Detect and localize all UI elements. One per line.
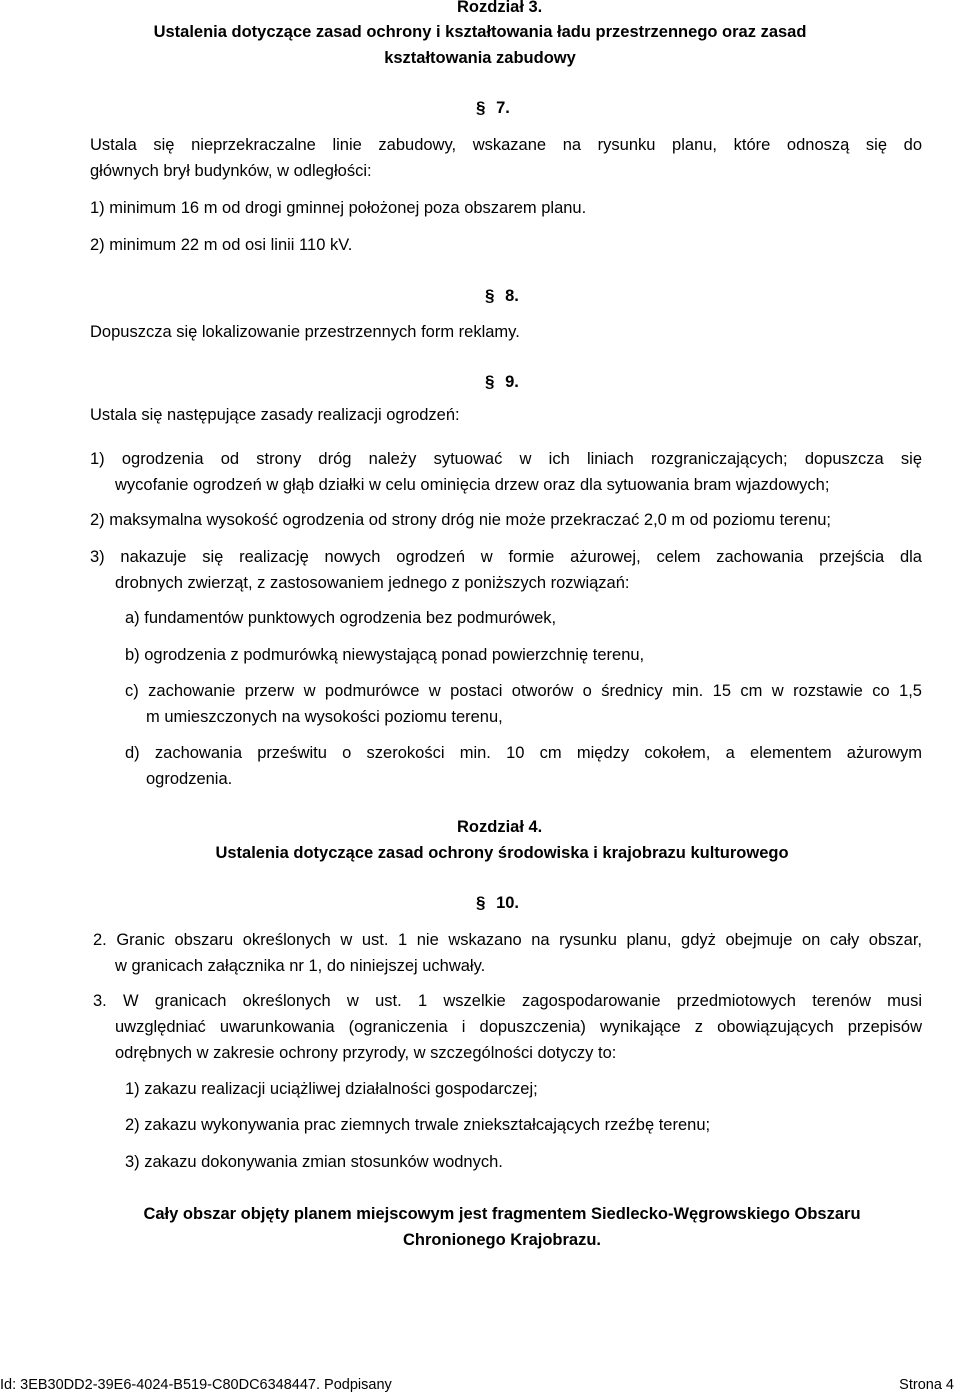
list-item: 2) minimum 22 m od osi linii 110 kV. <box>90 236 353 254</box>
sub-list-item: 3) zakazu dokonywania zmian stosunków wodnych. <box>125 1153 503 1171</box>
list-item-continuation: wycofanie ogrodzeń w głąb działki w celu ominięcia drzew oraz dla sytuowania bram wjazdowych; <box>115 476 830 494</box>
list-item: 2. Granic obszaru określonych w ust. 1 nie wskazano na rysunku planu, gdyż obejmuje on cały obszar, <box>93 931 922 949</box>
chapter-heading: Rozdział 3. <box>457 0 543 16</box>
list-item: 3. W granicach określonych w ust. 1 wszelkie zagospodarowanie przedmiotowych terenów musi <box>93 992 922 1010</box>
section-sign-8 <box>485 286 519 306</box>
section-sign-10 <box>476 893 519 913</box>
section-sign-icon: § <box>476 893 486 912</box>
footer-page-number: Strona 4 <box>899 1377 954 1393</box>
list-item-continuation: odrębnych w zakresie ochrony przyrody, w szczególności dotyczy to: <box>115 1044 617 1062</box>
sub-list-item: c) zachowanie przerw w podmurówce w postaci otworów o średnicy min. 15 cm w rozstawie co 1,5 <box>125 682 922 700</box>
sub-list-item: 1) zakazu realizacji uciążliwej działalności gospodarczej; <box>125 1080 538 1098</box>
section-sign-icon: § <box>485 286 495 305</box>
sub-list-item: b) ogrodzenia z podmurówką niewystającą ponad powierzchnię terenu, <box>125 646 645 664</box>
list-item: 1) minimum 16 m od drogi gminnej położonej poza obszarem planu. <box>90 199 587 217</box>
section-sign-icon: § <box>476 98 486 117</box>
section-sign-icon: § <box>485 372 495 391</box>
section-sign-9 <box>485 372 519 392</box>
footer-document-id: Id: 3EB30DD2-39E6-4024-B519-C80DC6348447. Podpisany <box>0 1377 392 1393</box>
list-item: 1) ogrodzenia od strony dróg należy sytuować w ich liniach rozgraniczających; dopuszcza się <box>90 450 922 468</box>
section-sign-7 <box>476 98 510 118</box>
sub-list-item: 2) zakazu wykonywania prac ziemnych trwale zniekształcających rzeźbę terenu; <box>125 1116 711 1134</box>
paragraph-line: Ustala się następujące zasady realizacji ogrodzeń: <box>90 406 460 424</box>
paragraph-line: głównych brył budynków, w odległości: <box>90 162 372 180</box>
closing-statement-line: Chronionego Krajobrazu. <box>403 1231 601 1249</box>
chapter-title-line: Ustalenia dotyczące zasad ochrony i kształtowania ładu przestrzennego oraz zasad <box>153 23 807 41</box>
section-number: 10. <box>496 894 519 912</box>
list-item-continuation: drobnych zwierząt, z zastosowaniem jednego z poniższych rozwiązań: <box>115 574 630 592</box>
sub-list-item-continuation: ogrodzenia. <box>146 770 233 788</box>
chapter-title-line: Ustalenia dotyczące zasad ochrony środowiska i krajobrazu kulturowego <box>215 844 789 862</box>
section-number: 7. <box>496 99 510 117</box>
chapter-heading: Rozdział 4. <box>457 818 543 836</box>
paragraph-line: Dopuszcza się lokalizowanie przestrzennych form reklamy. <box>90 323 520 341</box>
sub-list-item-continuation: m umieszczonych na wysokości poziomu terenu, <box>146 708 503 726</box>
list-item-continuation: uwzględniać uwarunkowania (ograniczenia i dopuszczenia) wynikające z obowiązujących przepisów <box>115 1018 922 1036</box>
section-number: 9. <box>505 373 519 391</box>
section-number: 8. <box>505 287 519 305</box>
list-item: 2) maksymalna wysokość ogrodzenia od strony dróg nie może przekraczać 2,0 m od poziomu terenu; <box>90 511 832 529</box>
chapter-title-line: kształtowania zabudowy <box>384 49 576 67</box>
list-item-continuation: w granicach załącznika nr 1, do niniejszej uchwały. <box>115 957 486 975</box>
closing-statement-line: Cały obszar objęty planem miejscowym jest fragmentem Siedlecko-Węgrowskiego Obszaru <box>143 1205 861 1223</box>
sub-list-item: a) fundamentów punktowych ogrodzenia bez podmurówek, <box>125 609 557 627</box>
list-item: 3) nakazuje się realizację nowych ogrodzeń w formie ażurowej, celem zachowania przejścia dla <box>90 548 922 566</box>
paragraph-line: Ustala się nieprzekraczalne linie zabudowy, wskazane na rysunku planu, które odnoszą się do <box>90 136 922 154</box>
sub-list-item: d) zachowania prześwitu o szerokości min. 10 cm między cokołem, a elementem ażurowym <box>125 744 922 762</box>
